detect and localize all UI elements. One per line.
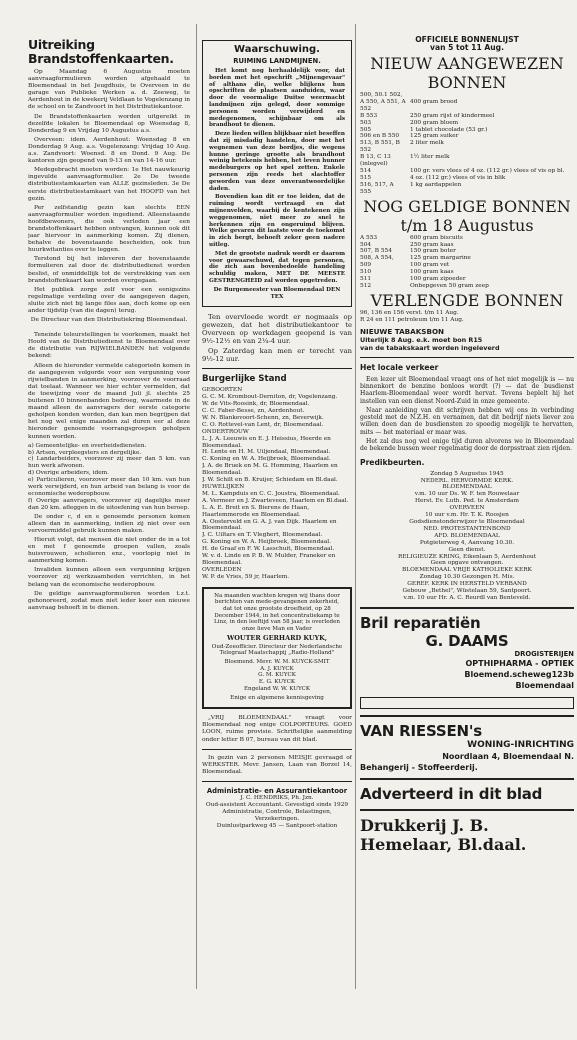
registry-entry: C. Koning en W. A. Heijbroek, Bloemendaal. — [202, 456, 331, 463]
family-member: A. J. KUYCK — [260, 665, 294, 672]
list-item: e) Particulieren, voorzover meer dan 10 km. van hun werk verwijderd, en hun arbeid van belang is voor de economische wederopbouw. — [28, 477, 190, 497]
category-list — [28, 443, 190, 512]
registry-entry: G. C. M. Krombout-Derniton, dr, Vogelenzang. — [202, 394, 338, 401]
list-item: 96, 136 en 156 verst. t/m 11 Aug. — [360, 309, 459, 316]
ration-table-new — [360, 92, 574, 196]
ad-line: Duinlustparkweg 45 — Santpoort-station — [216, 822, 338, 829]
service-line: Geen dienst. — [448, 546, 486, 553]
coupon-item: 1½ liter melk — [410, 154, 450, 161]
advertise-ad: Adverteerd in dit blad — [360, 784, 543, 803]
coupon-code: 509 — [360, 262, 372, 269]
paragraph: De geldige aanvraagformulieren worden t.z.t. gehonoreerd, zodat men niet ieder keer een nieuwe aanvraag behoeft in te dienen. — [28, 590, 190, 611]
office-hours-notice — [202, 313, 352, 363]
death-notice — [202, 587, 352, 710]
fuel-card-article — [28, 69, 190, 612]
coupon-code: B 553 — [360, 112, 378, 119]
registry-entry: A. Oosterveld en G. A. J. van Dijk. Haarlem en Bloemendaal. — [202, 518, 337, 532]
ration-head: VERLENGDE BONNEN — [370, 290, 564, 310]
registry-entry: C. C. Faber-Besse, zn, Aerdenhout. — [202, 408, 305, 415]
classifieds — [202, 715, 352, 776]
service-line: v.m. 10 uur Hr. A. C. Reurdl van Benteveld. — [403, 594, 531, 601]
signature: De Directeur van den Distributiekring Bloemendaal. — [30, 317, 188, 324]
section-title: Burgerlijke Stand — [202, 374, 287, 385]
divider — [360, 607, 574, 609]
local-traffic-article — [360, 376, 574, 453]
paragraph: Overveen: idem. Aerdenhout: Woensdag 8 en Donderdag 9 Aug. a.s. Vogelenzang: Vrijdag 10 Aug. a.s. Zandvoort: Woensd. 8 en Dond. 9 Aug. De kantoren zijn geopend van 9-13 en van 14-16 uur. — [28, 136, 190, 165]
service-line: Geen opgave ontvangen. — [430, 560, 504, 567]
service-line: BLOEMENDAAL VRIJE KATHOLIEKE KERK — [402, 567, 532, 574]
coupon-code: 508, A 554, — [360, 255, 394, 262]
divider — [360, 357, 574, 358]
printer-credit: Drukkerij J. B. Hemelaar, Bl.daal. — [360, 815, 527, 854]
column-left — [28, 0, 190, 1038]
warning-subtitle: RUIMING LANDMIJNEN. — [233, 57, 321, 65]
coupon-item: 4 oz. (112 gr.) vlees of vis in blik — [410, 174, 506, 181]
paragraph: Op Maandag 6 Augustus moeten aanvraagformulieren worden afgehaald te Bloemendaal in het Jeugdhuis, te Overveen in de garage van Publieke Werken a. d. Zeeweg, te Aerdenhout in de kwekerij Veldlaan te Vogelenzang in de school en te Zandvoort in het Distributiekantoor. — [28, 69, 190, 111]
section-title: Administratie- en Assurantiekantoor — [206, 786, 348, 795]
article-title-line2: Brandstoffenkaarten. — [28, 51, 174, 66]
coupon-code: 504 — [360, 241, 372, 248]
coupon-item: 100 gram vet — [410, 262, 450, 269]
family-member: Engeland W. W. KUYCK — [243, 685, 311, 692]
list-item: d) Overige arbeiders, idem. — [28, 470, 110, 477]
divider — [360, 778, 574, 780]
ration-title: OFFICIELE BONNENLIJST — [415, 35, 519, 44]
service-line: RELIGIEUZE KRING, Eikenlaan 5, Aerdenhout — [397, 553, 537, 560]
coupon-code: 510 — [360, 269, 372, 276]
registry-entry: ONDERTROUW — [202, 428, 249, 435]
registry-entry: J. W. Schilt en B. Kruijer, Schiedam en Bl.daal. — [202, 477, 338, 484]
registry-entry: L. A. E. Breit en S. Bierens de Haan, Haarlemmerode en Bloemendaal. — [202, 504, 310, 518]
ration-head: NIEUW AANGEWEZEN BONNEN — [370, 54, 564, 92]
column-rule — [355, 24, 356, 989]
ad-line: OPTHIPHARMA - OPTIEK — [465, 658, 574, 668]
coupon-code: 507, B 554 — [360, 248, 392, 255]
registry-entry: G. Koning en W. A. Heijbroek, Bloemendaal. — [202, 539, 331, 546]
warning-notice — [202, 40, 352, 307]
paragraph: Een lezer uit Bloemendaal vraagt ons of het niet mogelijk is — nu binnenkort de benzine bonloos wordt (?) — dat de busdienst Haarlem-Bloemendaal weer wordt hervat. Tevens beplelt hij het instellen van een dienst Noord-Zuid in onze gemeente. — [360, 375, 574, 405]
ad-title: VAN RIESSEN's — [360, 721, 483, 740]
ad-line: Noordlaan 4, Bloemendaal N. — [442, 751, 574, 761]
service-line: NED. PROTESTANTENBOND — [423, 525, 511, 532]
coupon-code: A 550, A 551, A 552 — [360, 98, 406, 112]
registry-entry: W. de Vits-Roosink, dr, Bloemendaal. — [202, 401, 310, 408]
ad-line: Oud-assistent Accountant. Gevestigd sinds 1929 — [205, 801, 349, 808]
coupon-item: 400 gram brood — [410, 98, 458, 105]
list-item: a) Gemeentelijke- en overheidsdiensten. — [28, 442, 147, 449]
ad-line: DROGISTERIJEN — [514, 649, 574, 658]
family-member: Bloemend. Mevr. W. M. KUYCK-SMIT — [224, 659, 330, 665]
coupon-code: 515 — [360, 174, 372, 181]
registry-entry: J. C. Uiltars en T. Vleghert, Bloemendaal. — [202, 532, 323, 539]
service-line: 10 uur v.m. Hr. T. K. Roosjen — [425, 512, 509, 519]
coupon-item: 100 gram kaas — [410, 269, 454, 276]
registry-entry: A. Vermeer en J. Zwarteveen, Haarlem en Bl.daal. — [202, 497, 349, 504]
paragraph: Met de grootste nadruk wordt er daarom voor gewaarschuwd, dat tegen personen, die zich aan bovenbedoelde handeling schuldig maken, MET DE MEESTE GESTRENGHEID zal worden opgetreden. — [209, 250, 345, 284]
furnishing-ad — [360, 722, 574, 773]
deceased-name: WOUTER GERHARD KUYK, — [226, 633, 328, 642]
coupon-code: 513, B 551, B 552 — [360, 140, 400, 154]
coupon-item: 100 gr. vers vlees of 4 oz. (112 gr.) vlees of vis op bl. — [410, 167, 565, 174]
ad-line: Behangerij - Stoffeerderij. — [360, 762, 478, 772]
divider — [202, 781, 352, 782]
coupon-code: 514 — [360, 167, 372, 174]
registry-entry: L. J. A. Leeuwis en E. J. Heissius, Heerde en Bloemendaal. — [202, 435, 331, 449]
paragraph: Naar aanleiding van dit schrijven hebben wij ons in verbinding gesteld met de N.Z.H. en vernamen, dat dit bedrijf niets liever zou willen doen dan de busdiensten zo spoedig mogelijk te hervatten, mits — het materiaal er maar was. — [360, 406, 574, 436]
service-line: AFD. BLOEMENDAAL — [434, 532, 500, 539]
ration-table-valid — [360, 235, 574, 290]
ad-name: G. DAAMS — [425, 631, 509, 650]
coupon-item: 125 gram margarine — [410, 255, 471, 262]
service-line: OVERVEEN — [449, 505, 485, 512]
paragraph: Na maanden wachten kregen wij thans door berichten van mede-gevangenen zekerheid, dat tot onze grootste droefheid, op 28 December 1944, in het concentratiekamp te Linz, in den leeftijd van 58 jaar, is overleden onze lieve Man en Vader — [214, 592, 340, 633]
paragraph: Teneinde teleurstellingen te voorkomen, maakt het Hoofd van de Distributiedienst te Bloemendaal over de distributie van RIJWIELBANDEN het volgende bekend: — [28, 332, 190, 360]
ad-box-empty — [360, 697, 574, 709]
coupon-item: 250 gram kaas — [410, 241, 454, 248]
paragraph: Alleen de hieronder vermelde categorieën komen in de aangegeven volgorde voor een vergunning voor rijwielbanden in aanmerking, voorzover de voorraad dat toelaat. Wanneer we hier echter vermelden, dat de toewijzing voor de maand Juli jl. slechts 25 buitenen 10 binnenbanden bedroeg, waarmede in de maand alleen de aanvragers der eerste categorie geholpen konden worden, dan kan men begrijpen dat het nog wel enige maanden zal duren eer al deze hieronder genoemde voorrangsgroepen geholpen kunnen worden. — [28, 362, 190, 440]
list-item: f) Overige aanvragers, voorzover zij dagelijks meer dan 20 km. afleggen in de uitoefening van hun beroep. — [28, 497, 190, 511]
paragraph: Per zelfstandig gezin kan slechts EEN aanvraagformulier worden ingediend. Alleenstaande hoofdbewoners, die ook verleden jaar een brandstoffenkaart hebben ontvangen, kunnen ook dit jaar hiervoor in aanmerking komen. Zij dienen, behalve de bovenstaande bescheiden, ook hun huurkwitanties over te leggen. — [28, 204, 190, 254]
service-line: v.m. 10 uur Ds. W. F. ten Rouwelaar — [414, 491, 520, 498]
coupon-code: 506 en B 550 — [360, 133, 400, 140]
coupon-item: 600 gram biscuits — [410, 234, 463, 241]
paragraph: Het publiek zorge zelf voor een eenigszins regelmatige verdeling over de aangegeven dagen, sluite zich niet bij lange files aan, doch kome op een ander tijdstip (van die dagen) terug. — [28, 286, 190, 314]
paragraph: Enige en algemene kennisgeving — [230, 694, 324, 701]
coupon-item: 2 liter melk — [410, 140, 444, 147]
family-member: E. G. KUYCK — [258, 679, 296, 686]
coupon-code: 503 — [360, 119, 372, 126]
service-line: BLOEMENDAAL — [442, 484, 492, 491]
registry-entry: M. L. Kampduis en C. C. Joustra, Bloemendaal. — [202, 490, 340, 497]
paragraph: „VRIJ BLOEMENDAAL" vraagt voor Bloemendaal nog enige COLPORTEURS. GOED LOON, ruime provisie. Schriftelijke aanmelding onder letter B 07, bureau van dit blad. — [202, 715, 352, 743]
list-item: R 24 en 111 petroleum t/m 11 Aug. — [360, 316, 464, 323]
coupon-item: 125 gram suiker — [410, 133, 459, 140]
service-line: Potgieterweg 4, Aanvang 10.30. — [419, 539, 515, 546]
divider — [202, 749, 352, 750]
column-middle — [202, 0, 352, 1040]
tobacco-line: Uiterlijk 8 Aug. e.k. moet bon R15 — [360, 335, 483, 344]
service-line: Zondag 5 Augustus 1945 — [430, 470, 504, 477]
service-line: GEREF. KERK IN HERSTELD VERBAND — [407, 581, 527, 588]
civil-registry-list — [202, 387, 352, 580]
registry-entry: J. A. de Bruek en M. G. Homming, Haarlem en Bloemendaal. — [202, 463, 338, 477]
coupon-code: 500, 50.1 502, — [360, 92, 403, 98]
service-line: Herst. Ev. Luth. Ped. te Amsterdam — [414, 498, 519, 505]
list-item: c) Landarbeiders, voorzover zij meer dan 5 km. van hun werk afwonen. — [28, 456, 190, 470]
ad-line: Bloemend.scheweg123b — [464, 669, 574, 679]
ad-line: Verzekeringen. — [254, 815, 300, 822]
ad-line: Bloemendaal — [515, 680, 574, 690]
registry-entry: OVERLEDEN — [202, 566, 242, 573]
coupon-item — [410, 92, 574, 99]
tobacco-title: NIEUWE TABAKSBON — [360, 326, 445, 336]
registry-entry: H. Lente en H. M. Uiljendaal, Bloemendaal. — [202, 449, 331, 456]
coupon-code: 505 — [360, 126, 372, 133]
registry-entry: W. v. d. Linde en P. B. W. Mulder, Franeker en Bloemendaal. — [202, 553, 336, 566]
signature: De Burgemeester van Bloemendaal DEN TEX — [213, 286, 341, 300]
paragraph: Het komt nog herhaaldelijk voor, dat borden met het opschrift „Mijnengevaar" of althans die, welke blijkens hun opschriften de plaatsen aanduiden, waar door de voormalige Duitse weermacht landmijnen zijn gelegd, door sommige personen worden verwijderd en medegenomen, schijnbaar om als brandhout te dienen. — [209, 68, 345, 129]
paragraph: Ten overvloede wordt er nogmaals op gewezen, dat het distributiekantoor te Overveen op werkdagen geopend is van 9½-12½ en van 2¼-4 uur. — [202, 313, 352, 346]
coupon-code: B 13, C 13 (inlegvel) — [360, 154, 391, 168]
paragraph: Oud-Zeeofficier. Directeur der Nederlandsche Telegraaf Maatschappij „Radio-Holland" — [211, 643, 343, 657]
paragraph: Bovendien kan dit er toe leiden, dat de ruiming wordt vertraagd en dat mijnenvelden, waarbij de kentekenen zijn weggenomen, niet meer zo snel te herkennen zijn en ongeruimd blijven. Welke gevaren dit laatste voor de toekomst in zich bergt, behoeft zeker geen nadere uitleg. — [209, 194, 345, 248]
section-title: Het locale verkeer — [360, 362, 439, 372]
paragraph: De Brandstoffenkaarten worden uitgereikt in dezelfde lokalen te Bloemendaal op Woensdag 8, Donderdag 9 en Vrijdag 10 Augustus a.s. — [28, 113, 190, 134]
coupon-item: 250 gram rijst of kindermeel — [410, 112, 495, 119]
divider — [360, 809, 574, 811]
coupon-code: 512 — [360, 282, 372, 289]
service-line: Gebouw „Bethel", Wüstelaan 59, Santpoort. — [402, 588, 532, 595]
coupon-item: Onbepgeven 50 gram zeep — [410, 282, 489, 289]
paragraph: Deze lieden willen blijkbaar niet beseffen dat zij misdadig handelen, door met het wegnemen van deze bordjes, die wegens hunne geringe grootte als brandhout weinig betekenis hebben, het leven hunner medeburgers op het spel zetten. Enkele personen zijn reeds het slachtoffer geworden van deze onverantwoordelijke daden. — [209, 131, 345, 192]
ration-extended — [360, 310, 574, 324]
coupon-item: 1 tablet chocolade (53 gr.) — [410, 126, 488, 133]
divider — [202, 368, 352, 369]
service-line: NEDERL. HERVORMDE KERK. — [420, 477, 514, 484]
optician-ad — [360, 614, 574, 691]
divider — [360, 715, 574, 717]
registry-entry: W. N. Blankevoort-Schenn, zn, Beverwijk. — [202, 414, 324, 421]
column-rule — [196, 24, 197, 989]
coupon-code: 516, 517, A 555 — [360, 181, 394, 195]
service-line: Godsdienstonderwijzer te Bloemendaal — [409, 518, 525, 525]
registry-entry: H. de Graaf en F. W. Lasschuit, Bloemendaal. — [202, 546, 335, 553]
list-item: b) Artsen, verpleegsters en dergelijke. — [28, 449, 142, 456]
coupon-item: 200 gram bloem — [410, 119, 459, 126]
paragraph: Hieruit volgt, dat mensen die niet onder de in a tot en met f genoemde groepen vallen, zoals huisvrouwen, scholieren enz., voorlopig niet in aanmerking komen. — [28, 536, 190, 565]
section-title: Predikbeurten. — [360, 457, 425, 467]
ad-line: J. C. HENDRIKS, Ph. Jzn. — [240, 794, 314, 801]
paragraph: Invaliden kunnen alleen een vergunning krijgen voorzover zij werkzaamheden verrichten, in het belang van de economische wederopbouw. — [28, 567, 190, 588]
paragraph: Op Zaterdag kan men er terecht van 9½-12 uur. — [202, 347, 352, 364]
ration-subtitle: van 5 tot 11 Aug. — [430, 43, 504, 52]
family-member: G. M. KUYCK — [258, 672, 296, 679]
registry-entry: W. P. de Vries, 59 jr, Haarlem. — [202, 573, 290, 580]
warning-title: Waarschuwing. — [234, 44, 320, 55]
registry-entry: GEBOORTEN — [202, 387, 243, 394]
column-right — [360, 0, 574, 1036]
ad-line: WONING-INRICHTING — [467, 739, 574, 750]
paragraph: Het zal dus nog wel enige tijd duren alvorens we in Bloemendaal de bekende bussen weer regelmatig door de dorpsstraat zien rijden. — [360, 438, 574, 453]
paragraph: De onder c, d en e genoemde personen komen alleen dan in aanmerking, indien zij niet over een vervoermiddel gebruik kunnen maken. — [28, 513, 190, 534]
coupon-code: A 553 — [360, 234, 378, 241]
coupon-item: 150 gram boter — [410, 248, 456, 255]
ad-line: Administratie, Controle, Belastingen, — [222, 808, 332, 815]
service-line: Zondag 10.30 Gezongen H. Mis. — [419, 574, 515, 581]
registry-entry: HUWELIJKEN — [202, 483, 245, 490]
ad-title: Bril reparatiën — [360, 613, 481, 632]
church-services — [360, 471, 574, 602]
coupon-code: 511 — [360, 276, 372, 283]
tobacco-line: van de tabakskaart worden ingeleverd — [360, 343, 500, 352]
admin-office-ad — [202, 795, 352, 830]
registry-entry: C. O. Rottevel-van Lent, dr, Bloemendaal. — [202, 421, 324, 428]
article-title-line1: Uitreiking — [28, 37, 95, 52]
coupon-item: 100 gram zipoeder — [410, 276, 466, 283]
coupon-item: 1 kg aardappelen — [410, 181, 462, 188]
paragraph: Terstond bij het inleveren der bovenstaande formulieren zal door de distributiedienst worden beslist, of onmiddellijk tot de verstrekking van een brandstoffenkaart kan worden overgegaan. — [28, 256, 190, 284]
paragraph: In gezin van 2 personen MEISJE gevraagd of WERKSTER. Mevr. Jansen, Laan van Borzel 14, Bloemendaal. — [202, 754, 352, 775]
ration-head: NOG GELDIGE BONNEN t/m 18 Augustus — [363, 196, 571, 235]
paragraph: Medegebracht moeten worden: 1e Het nauwkeurig ingevulde aanvraagformulier. 2e De tweede distributiestamkaarten van ALLE gezinsleden. 3e De eerste distributiestamkaart van het HOOFD van het gezin. — [28, 167, 190, 202]
